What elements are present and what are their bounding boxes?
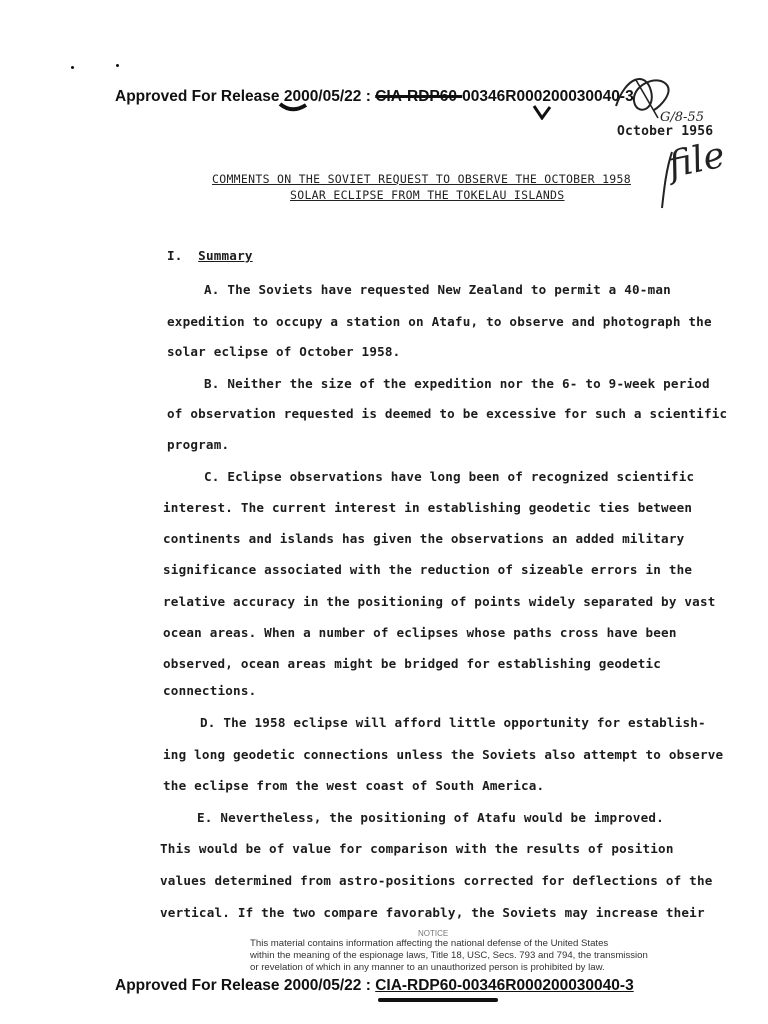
- body-line: program.: [167, 437, 230, 452]
- notice-line: or revelation of which in any manner to an unauthorized person is prohibited by law.: [250, 962, 605, 973]
- body-line: vertical. If the two compare favorably, the Soviets may increase their: [160, 905, 705, 920]
- handwritten-stroke-icon: [658, 150, 678, 210]
- body-line: ocean areas. When a number of eclipses whose paths cross have been: [163, 625, 677, 640]
- release-header: [115, 88, 634, 106]
- section-heading: [167, 248, 253, 263]
- body-line: the eclipse from the west coast of South America.: [163, 778, 545, 793]
- body-line: continents and islands has given the observations an added military: [163, 531, 685, 546]
- body-line: E. Nevertheless, the positioning of Atafu would be improved.: [197, 810, 664, 825]
- body-line: interest. The current interest in establishing geodetic ties between: [163, 500, 693, 515]
- document-id: 00346R000200030040-3: [462, 88, 634, 105]
- ink-mark-icon: [530, 104, 554, 120]
- ink-mark-icon: [278, 100, 308, 114]
- body-line: observed, ocean areas might be bridged for establishing geodetic: [163, 656, 662, 671]
- document-title-line-1: COMMENTS ON THE SOVIET REQUEST TO OBSERVE THE OCTOBER 1958: [212, 172, 631, 186]
- body-line: A. The Soviets have requested New Zealand to permit a 40-man: [204, 282, 671, 297]
- body-line: C. Eclipse observations have long been of recognized scientific: [204, 469, 695, 484]
- body-line: relative accuracy in the positioning of points widely separated by vast: [163, 594, 716, 609]
- handwritten-file-note: file: [664, 134, 729, 187]
- body-line: ing long geodetic connections unless the Soviets also attempt to observe: [163, 747, 724, 762]
- notice-heading: NOTICE: [418, 929, 449, 938]
- notice-line: This material contains information affecting the national defense of the United States: [250, 938, 609, 949]
- ink-underline-mark: [378, 998, 498, 1002]
- release-prefix: Approved For Release 2000/05/22 :: [115, 88, 376, 105]
- body-line: solar eclipse of October 1958.: [167, 344, 401, 359]
- body-line: significance associated with the reduction of sizeable errors in the: [163, 562, 693, 577]
- scan-speck: [116, 64, 119, 67]
- body-line: connections.: [163, 683, 257, 698]
- release-prefix: Approved For Release 2000/05/22 :: [115, 977, 376, 994]
- document-date: October 1956: [617, 124, 714, 139]
- body-line: B. Neither the size of the expedition nor the 6- to 9-week period: [204, 376, 710, 391]
- document-id: CIA-RDP60-00346R000200030040-3: [375, 977, 634, 994]
- section-title: Summary: [198, 248, 253, 263]
- body-line: expedition to occupy a station on Atafu, to observe and photograph the: [167, 314, 712, 329]
- document-number: G/8-55: [660, 110, 704, 125]
- release-footer: [115, 977, 634, 995]
- struck-document-id: CIA-RDP60-: [375, 88, 463, 105]
- body-line: This would be of value for comparison with the results of position: [160, 841, 674, 856]
- body-line: values determined from astro-positions corrected for deflections of the: [160, 873, 713, 888]
- body-line: of observation requested is deemed to be excessive for such a scientific: [167, 406, 728, 421]
- section-number: I.: [167, 248, 183, 263]
- body-line: D. The 1958 eclipse will afford little opportunity for establish-: [200, 715, 706, 730]
- notice-line: within the meaning of the espionage laws, Title 18, USC, Secs. 793 and 794, the transmission: [250, 950, 648, 961]
- scan-speck: [71, 66, 74, 69]
- document-title-line-2: SOLAR ECLIPSE FROM THE TOKELAU ISLANDS: [290, 188, 565, 202]
